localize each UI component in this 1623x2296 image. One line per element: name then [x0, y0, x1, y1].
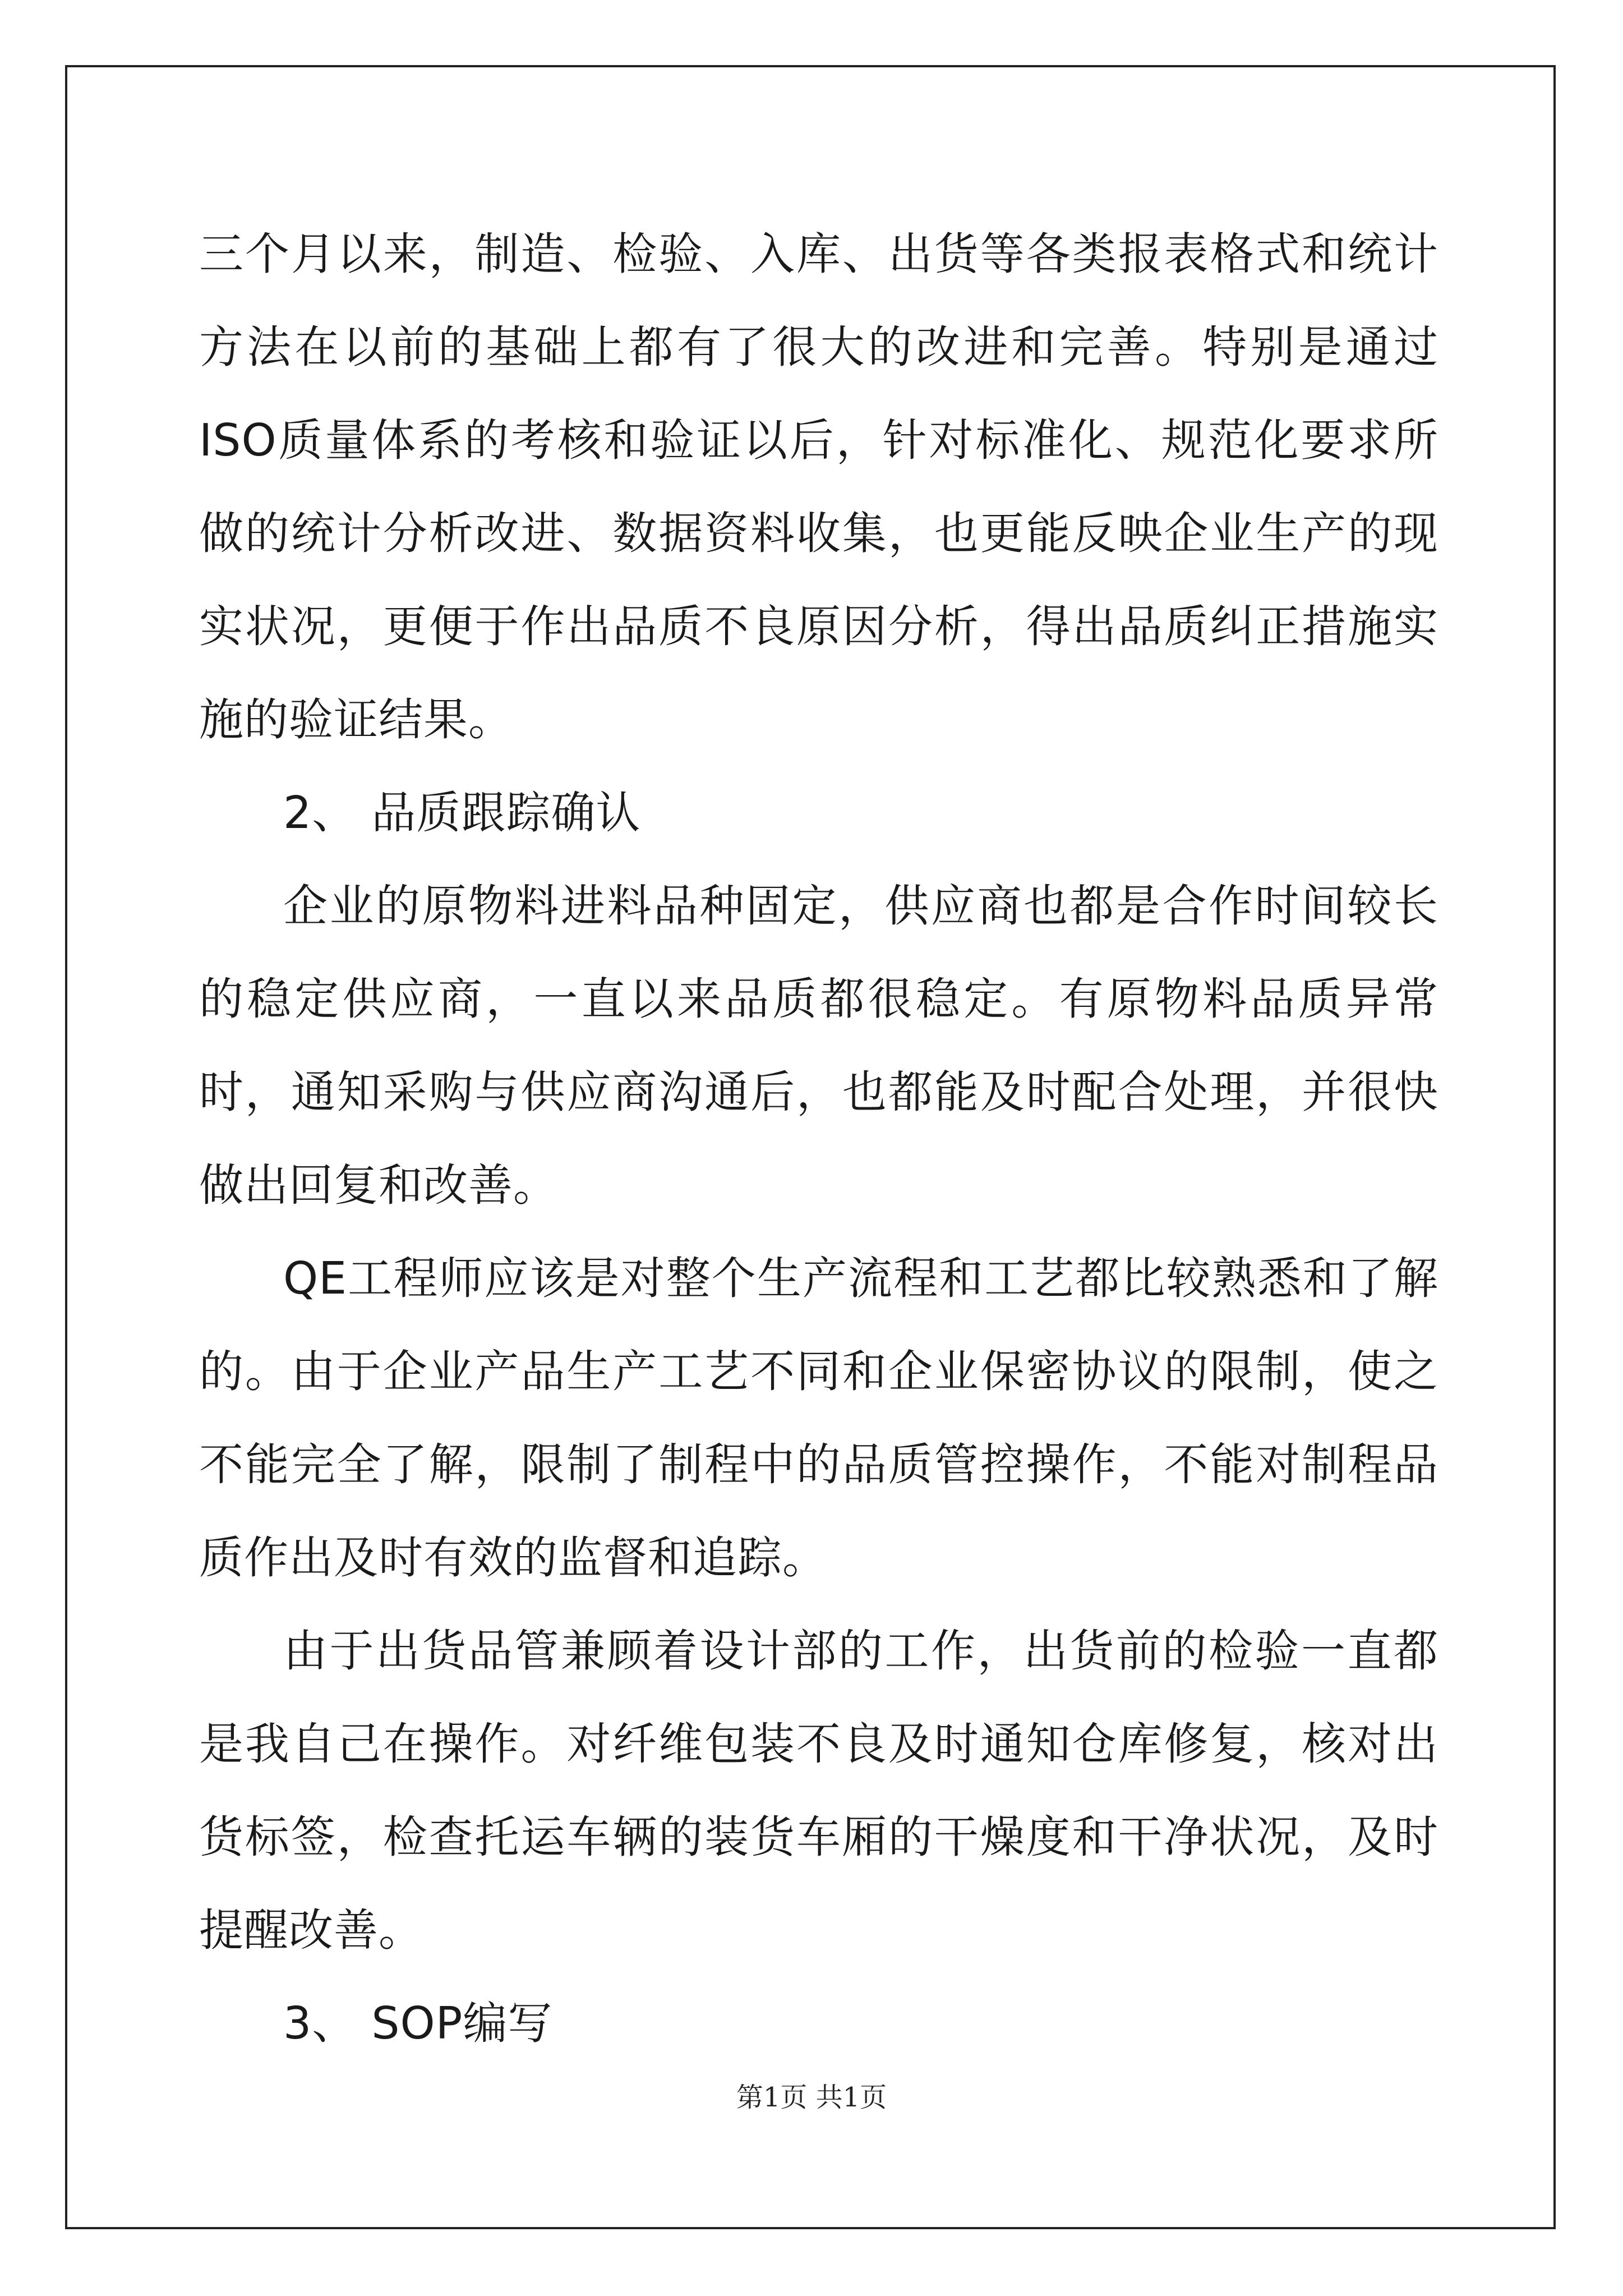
section-heading-sop: 3、 SOP编写 [283, 1998, 553, 2049]
paragraph-raw-material: 企业的原物料进料品种固定，供应商也都是合作时间较长的稳定供应商，一直以来品质都很稳定。有原物料品质异常时，通知采购与供应商沟通后，也都能及时配合处理，并很快做出回复和改善。 [199, 880, 1438, 1211]
paragraph-report-improvement: 三个月以来，制造、检验、入库、出货等各类报表格式和统计方法在以前的基础上都有了很大的改进和完善。特别是通过ISO质量体系的考核和验证以后，针对标准化、规范化要求所做的统计分析改进、数据资料收集，也更能反映企业生产的现实状况，更便于作出品质不良原因分析，得出品质纠正措施实施的验证结果。 [199, 228, 1438, 746]
paragraph-shipping-inspection: 由于出货品管兼顾着设计部的工作，出货前的检验一直都是我自己在操作。对纤维包装不良及时通知仓库修复，核对出货标签，检查托运车辆的装货车厢的干燥度和干净状况，及时提醒改善。 [199, 1625, 1438, 1956]
section-heading-quality-tracking: 2、 品质跟踪确认 [283, 787, 641, 839]
page-number-footer: 第1页 共1页 [736, 2082, 887, 2113]
paragraph-qe-engineer: QE工程师应该是对整个生产流程和工艺都比较熟悉和了解的。由于企业产品生产工艺不同和企业保密协议的限制，使之不能完全了解，限制了制程中的品质管控操作，不能对制程品质作出及时有效的监督和追踪。 [199, 1253, 1438, 1584]
document-body [199, 208, 1438, 2070]
